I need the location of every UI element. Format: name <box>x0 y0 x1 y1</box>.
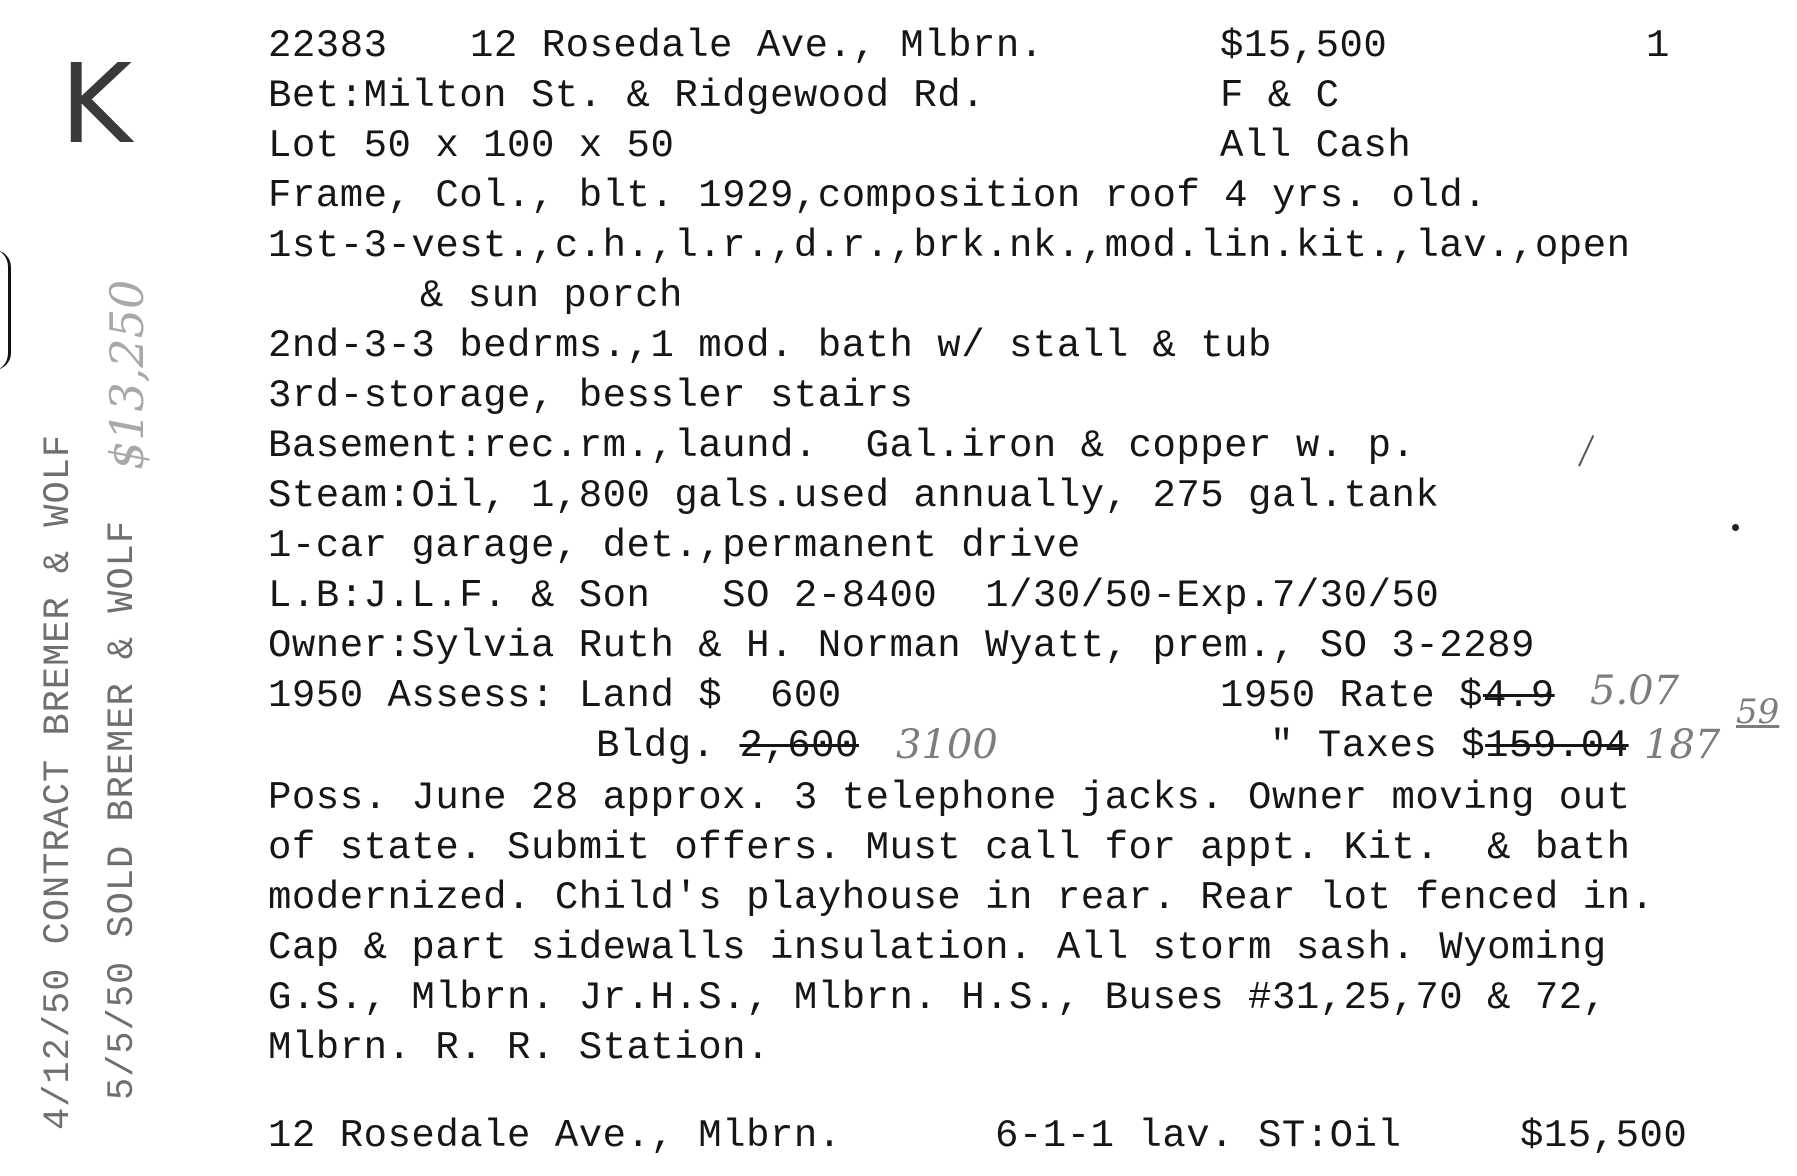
footer-address: 12 Rosedale Ave., Mlbrn. <box>268 1114 842 1158</box>
lot-size: Lot 50 x 100 x 50 <box>268 124 675 168</box>
terms: F & C <box>1220 74 1340 118</box>
remarks-line: G.S., Mlbrn. Jr.H.S., Mlbrn. H.S., Buses #31,25,70 & 72, <box>268 976 1607 1020</box>
taxes-old-value: 159.04 <box>1485 724 1629 768</box>
taxes-label-text: " Taxes $ <box>1270 724 1486 768</box>
margin-note-sold: 5/5/50 SOLD BREMER & WOLF <box>102 519 144 1100</box>
owner-line: Owner:Sylvia Ruth & H. Norman Wyatt, prem., SO 3-2289 <box>268 624 1535 668</box>
remarks-line: modernized. Child's playhouse in rear. Rear lot fenced in. <box>268 876 1655 920</box>
check-icon <box>1562 427 1594 466</box>
garage-line: 1-car garage, det.,permanent drive <box>268 524 1081 568</box>
listing-number: 22383 <box>268 24 388 68</box>
margin-note-contract: 4/12/50 CONTRACT BREMER & WOLF <box>38 433 80 1130</box>
margin-dot <box>1732 524 1739 531</box>
handwritten-taxes: 187 <box>1644 722 1721 768</box>
heating-line: Steam:Oil, 1,800 gals.used annually, 275 gal.tank <box>268 474 1440 518</box>
bldg-old-value: 2,600 <box>739 724 859 768</box>
second-floor-line: 2nd-3-3 bedrms.,1 mod. bath w/ stall & tub <box>268 324 1272 368</box>
first-floor-continued: & sun porch <box>420 274 683 318</box>
listing-price: $15,500 <box>1220 24 1388 68</box>
remarks-line: of state. Submit offers. Must call for appt. Kit. & bath <box>268 826 1631 870</box>
assessment-land: 1950 Assess: Land $ 600 <box>268 674 842 718</box>
handwritten-taxes-extra: 59 <box>1736 692 1780 732</box>
remarks-line: Poss. June 28 approx. 3 telephone jacks. Owner moving out <box>268 776 1631 820</box>
taxes-label <box>1270 722 1629 770</box>
handwritten-mark: K <box>60 40 133 168</box>
rate-label <box>1220 672 1555 720</box>
bldg-label: Bldg. <box>596 724 716 768</box>
remarks-line: Cap & part sidewalls insulation. All storm sash. Wyoming <box>268 926 1607 970</box>
cross-streets: Bet:Milton St. & Ridgewood Rd. <box>268 74 986 118</box>
footer-summary: 6-1-1 lav. ST:Oil <box>995 1114 1402 1158</box>
listing-address: 12 Rosedale Ave., Mlbrn. <box>470 24 1044 68</box>
handwritten-sold-price: $13,250 <box>100 279 154 470</box>
construction-line: Frame, Col., blt. 1929,composition roof 4 yrs. old. <box>268 174 1488 218</box>
third-floor-line: 3rd-storage, bessler stairs <box>268 374 914 418</box>
footer-price: $15,500 <box>1520 1114 1688 1158</box>
rate-label-text: 1950 Rate $ <box>1220 674 1483 718</box>
handwritten-rate: 5.07 <box>1590 668 1680 714</box>
card-edge-shadow <box>0 250 11 370</box>
rate-old-value: 4.9 <box>1482 674 1555 718</box>
handwritten-bldg: 3100 <box>896 722 998 768</box>
first-floor-line: 1st-3-vest.,c.h.,l.r.,d.r.,brk.nk.,mod.lin.kit.,lav.,open <box>268 224 1631 268</box>
listing-broker-line: L.B:J.L.F. & Son SO 2-8400 1/30/50-Exp.7/30/50 <box>268 574 1440 618</box>
remarks-line: Mlbrn. R. R. Station. <box>268 1026 770 1070</box>
financing: All Cash <box>1220 124 1412 168</box>
card-number: 1 <box>1646 24 1670 68</box>
basement-line: Basement:rec.rm.,laund. Gal.iron & copper w. p. <box>268 424 1416 468</box>
bldg-assessment <box>596 722 859 770</box>
